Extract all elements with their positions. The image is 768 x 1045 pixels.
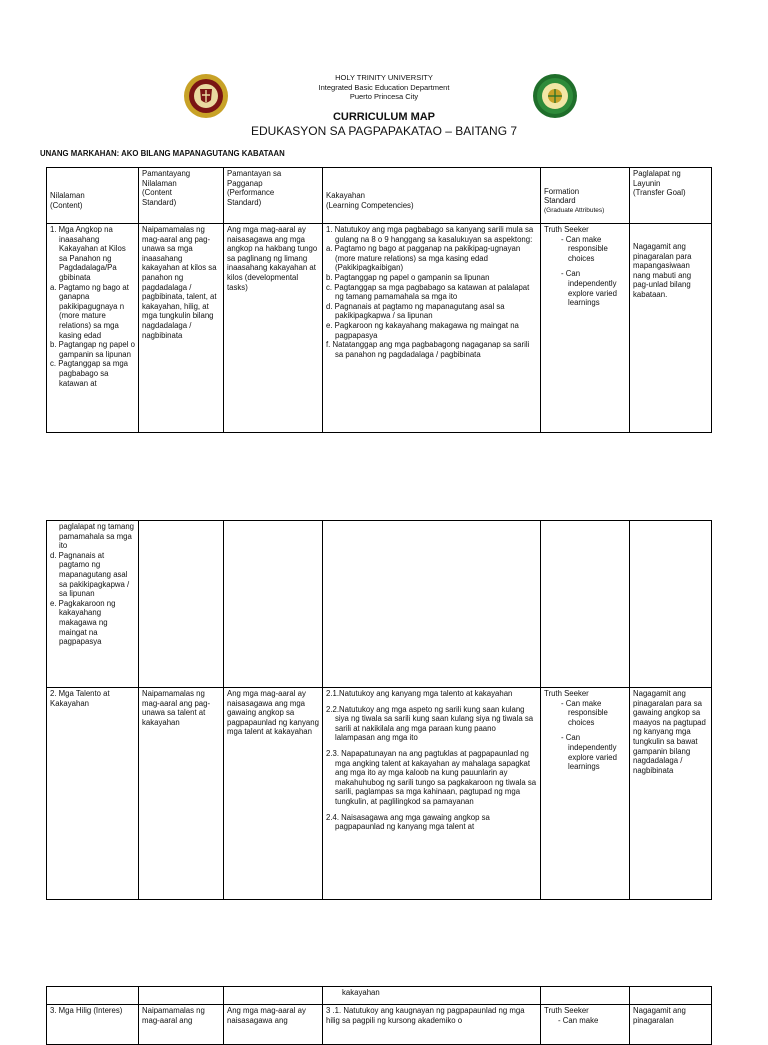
cell-empty	[541, 987, 630, 1005]
curriculum-table-page2	[46, 520, 712, 900]
cell-content	[47, 224, 139, 433]
content-item: paglalapat ng tamang pamamahala sa mga ito	[59, 522, 134, 551]
formation-title: Truth Seeker	[544, 689, 589, 698]
header-performance-standard	[224, 168, 323, 224]
table-row	[47, 521, 712, 688]
formation-item: - Can independently explore varied learnings	[561, 269, 617, 308]
cell-empty	[541, 521, 630, 688]
formation-item-text: Can make	[562, 1015, 599, 1025]
header-line: Standard)	[227, 197, 262, 207]
competency-item: 2.1.Natutukoy ang kanyang mga talento at kakayahan	[326, 689, 513, 698]
cell-content	[47, 521, 139, 688]
cell-content: 3. Mga Hilig (Interes)	[47, 1005, 139, 1045]
header-line: (Graduate Attributes)	[544, 206, 605, 214]
header-line: Pagganap	[227, 178, 263, 188]
competency-item: a. Pagtamo ng bago at paggana​p na pakikipag-ugnayan (more mature relations) sa mga kasing edad (Pakikipagkaibigan)	[326, 244, 521, 273]
header-line: (Learning Competencies)	[326, 201, 414, 210]
header-line: (Content	[142, 188, 172, 198]
header-content-line: Nilalaman	[50, 191, 85, 201]
cell-performance-standard: Ang mga mag-aaral ay naisasagawa ang	[224, 1005, 323, 1045]
competency-item: kakayahan	[342, 988, 380, 997]
content-item: e. Pagkakaroon ng kakayahang makagawa ng maingat na pagpapasya	[50, 598, 116, 647]
table-row	[47, 224, 712, 433]
cell-performance-standard: Ang mga mag-aaral ay naisasagawa ang mga angkop na hakbang tungo sa paglinang ng limang inaasahang kakayahan at kilos (developmental tasks)	[224, 224, 323, 433]
header-content-standard	[139, 168, 224, 224]
document-title: CURRICULUM MAP	[332, 111, 436, 123]
header-line: Layunin	[633, 178, 661, 188]
table-header-row	[47, 168, 712, 224]
formation-item-text: Can independently explore varied learnings	[565, 269, 617, 308]
cell-content: 2. Mga Talento at Kakayahan	[47, 688, 139, 900]
table-row	[47, 987, 712, 1005]
cell-empty	[224, 987, 323, 1005]
cell-competencies	[323, 224, 541, 433]
department-name: Integrated Basic Education Department	[318, 82, 450, 92]
cell-content-standard: Naipamamalas ng mag-aaral ang	[139, 1005, 224, 1045]
table-row	[47, 1005, 712, 1045]
header-line: Standard	[544, 196, 576, 206]
competency-item: 2.4. Naisasagawa ang mga gawaing angkop sa pagpapaunlad ng kanyang mga talent at	[326, 812, 490, 832]
curriculum-table-page3	[46, 986, 712, 1045]
cell-transfer: Nagagamit ang pinagaralan	[630, 1005, 712, 1045]
table-row	[47, 688, 712, 900]
quarter-title: UNANG MARKAHAN: AKO BILANG MAPANAGUTANG KABATAAN	[40, 149, 285, 158]
competency-item: 2.2.Natutukoy ang mga aspeto ng sarili kung saan kulang siya ng tiwala sa sarili kung saan kulang siya ng tiwala sa sarili at nakikilala ang mga paraan kung paano lalampasan ang mga ito	[326, 704, 534, 743]
competency-item: c. Pagtanggap sa mga pagbabago sa katawan at palalapat ng tamang pamamahala sa mga ito	[326, 282, 530, 302]
content-item: 1. Mga Angkop na inaasahang Kakayahan at Kilos sa Panahon ng Pagdadalaga/Pa gbibinata	[50, 225, 126, 282]
city-name: Puerto Princesa City	[349, 92, 419, 101]
cell-content-standard: Naipamamalas ng mag-aaral ang pag-unawa sa talent at kakayahan	[139, 688, 224, 900]
content-item: c. Pagtanggap sa mga pagbabago sa katawan at	[50, 359, 129, 388]
university-name: HOLY TRINITY UNIVERSITY	[335, 73, 433, 82]
content-item: d. Pagnanais at pagtamo ng mapanagutang asal sa pakikipagkapwa / sa lipunan	[50, 550, 130, 599]
header-line: Paglalapat ng	[633, 169, 681, 178]
header-competencies	[323, 168, 541, 224]
formation-item: - Can make	[558, 1015, 599, 1025]
header-content	[47, 168, 139, 224]
formation-item-text: Can make responsible choices	[565, 234, 608, 263]
competency-item: 2.3. Napapatunayan na ang pagtuklas at pagpapaunlad ng mga angking talent at kakayahan ay mahalaga sapagkat ang mga ito ay mga kaloob na kung pauunlarin ay makahuhubog ng sarili tungo sa pagkakaroon ng tiwala sa sarili, paglampas sa mga kahinaan, pagtupad ng mga tungkulin, at paglilingkod sa pamayanan	[326, 748, 537, 806]
header-line: (Performance	[227, 188, 275, 198]
cell-formation	[541, 224, 630, 433]
cell-empty	[224, 521, 323, 688]
cell-competencies: 3 .1. Natutukoy ang kaugnayan ng pagpapaunlad ng mga hilig sa pagpili ng kursong akademiko o	[323, 1005, 541, 1045]
header-transfer	[630, 168, 712, 224]
cell-competencies	[323, 987, 541, 1005]
cell-competencies	[323, 688, 541, 900]
cell-empty	[139, 987, 224, 1005]
header-line: Pamantayan sa	[227, 169, 282, 178]
cell-transfer: Nagagamit ang pinagaralan para sa gawaing angkop sa maayos na pagtupad ng kanyang mga tungkulin sa bawat gampanin bilang nagdadalaga / nagbibinata	[630, 688, 712, 900]
formation-item: - Can make responsible choices	[561, 234, 608, 263]
cell-empty	[323, 521, 541, 688]
header-line: Kakayahan	[326, 191, 366, 201]
competency-item: e. Pagkaroon ng kakayahang makagawa ng maingat na pagpapasya	[326, 320, 519, 340]
cell-empty	[47, 987, 139, 1005]
header-line: (Transfer Goal)	[633, 188, 686, 198]
formation-item-text: Can independently explore varied learnings	[565, 733, 617, 772]
header-line: Formation	[544, 186, 580, 196]
competency-item: d. Pagnanais at pagtamo ng mapanagutang asal sa pakikipagkapwa / sa lipunan	[326, 301, 505, 321]
content-item: a. Pagtamo ng bago at ganapna pakikipagugnaya n (more mature relations) sa mga kasing edad	[50, 282, 129, 340]
cell-empty	[139, 521, 224, 688]
header-formation	[541, 168, 630, 224]
competency-item: b. Pagtanggap ng papel o gampanin sa lipunan	[326, 272, 490, 282]
formation-title: Truth Seeker	[544, 225, 589, 234]
content-item: b. Pagtangap ng papel o gampanin sa lipunan	[50, 340, 135, 359]
formation-item: - Can independently explore varied learnings	[561, 733, 617, 772]
competency-item: 1. Natutukoy ang mga pagbabago sa kanyang sarili mula sa gulang na 8 o 9 hanggang sa kasalukuyan sa aspektong:	[326, 225, 534, 244]
header-content-line: (Content)	[50, 201, 83, 210]
cell-performance-standard: Ang mga mag-aaral ay naisasagawa ang mga gawaing angkop sa pagpapaunlad ng kanyang mga talent at kakayahan	[224, 688, 323, 900]
header-line: Standard)	[142, 197, 177, 207]
formation-item-text: Can make responsible choices	[565, 698, 608, 727]
formation-title: Truth Seeker	[544, 1006, 589, 1015]
document-subtitle: EDUKASYON SA PAGPAPAKATAO – BAITANG 7	[250, 124, 518, 138]
cell-empty	[630, 987, 712, 1005]
header-line: Pamantayang	[142, 169, 191, 178]
header-line: Nilalaman	[142, 178, 177, 188]
cell-transfer: Nagagamit ang pinagaralan para mapangasiwaan nang mabuti ang pag-unlad bilang kabataan.	[630, 224, 712, 433]
curriculum-table-page1	[46, 167, 712, 433]
cell-formation	[541, 1005, 630, 1045]
cell-formation	[541, 688, 630, 900]
cell-empty	[630, 521, 712, 688]
competency-item: f. Natatanggap ang mga pagbabagong nagaganap sa sarili sa panahon ng pagdadalaga / pagbibinata	[326, 340, 530, 359]
formation-item: - Can make responsible choices	[561, 698, 608, 727]
cell-content-standard: Naipamamalas ng mag-aaral ang pag-unawa sa mga inaasahang kakayahan at kilos sa panahon ng pagdadalaga / pagbibinata, talent, at kakayahan, hilig, at mga tungkulin bilang nagdadalaga / nagbibinata	[139, 224, 224, 433]
